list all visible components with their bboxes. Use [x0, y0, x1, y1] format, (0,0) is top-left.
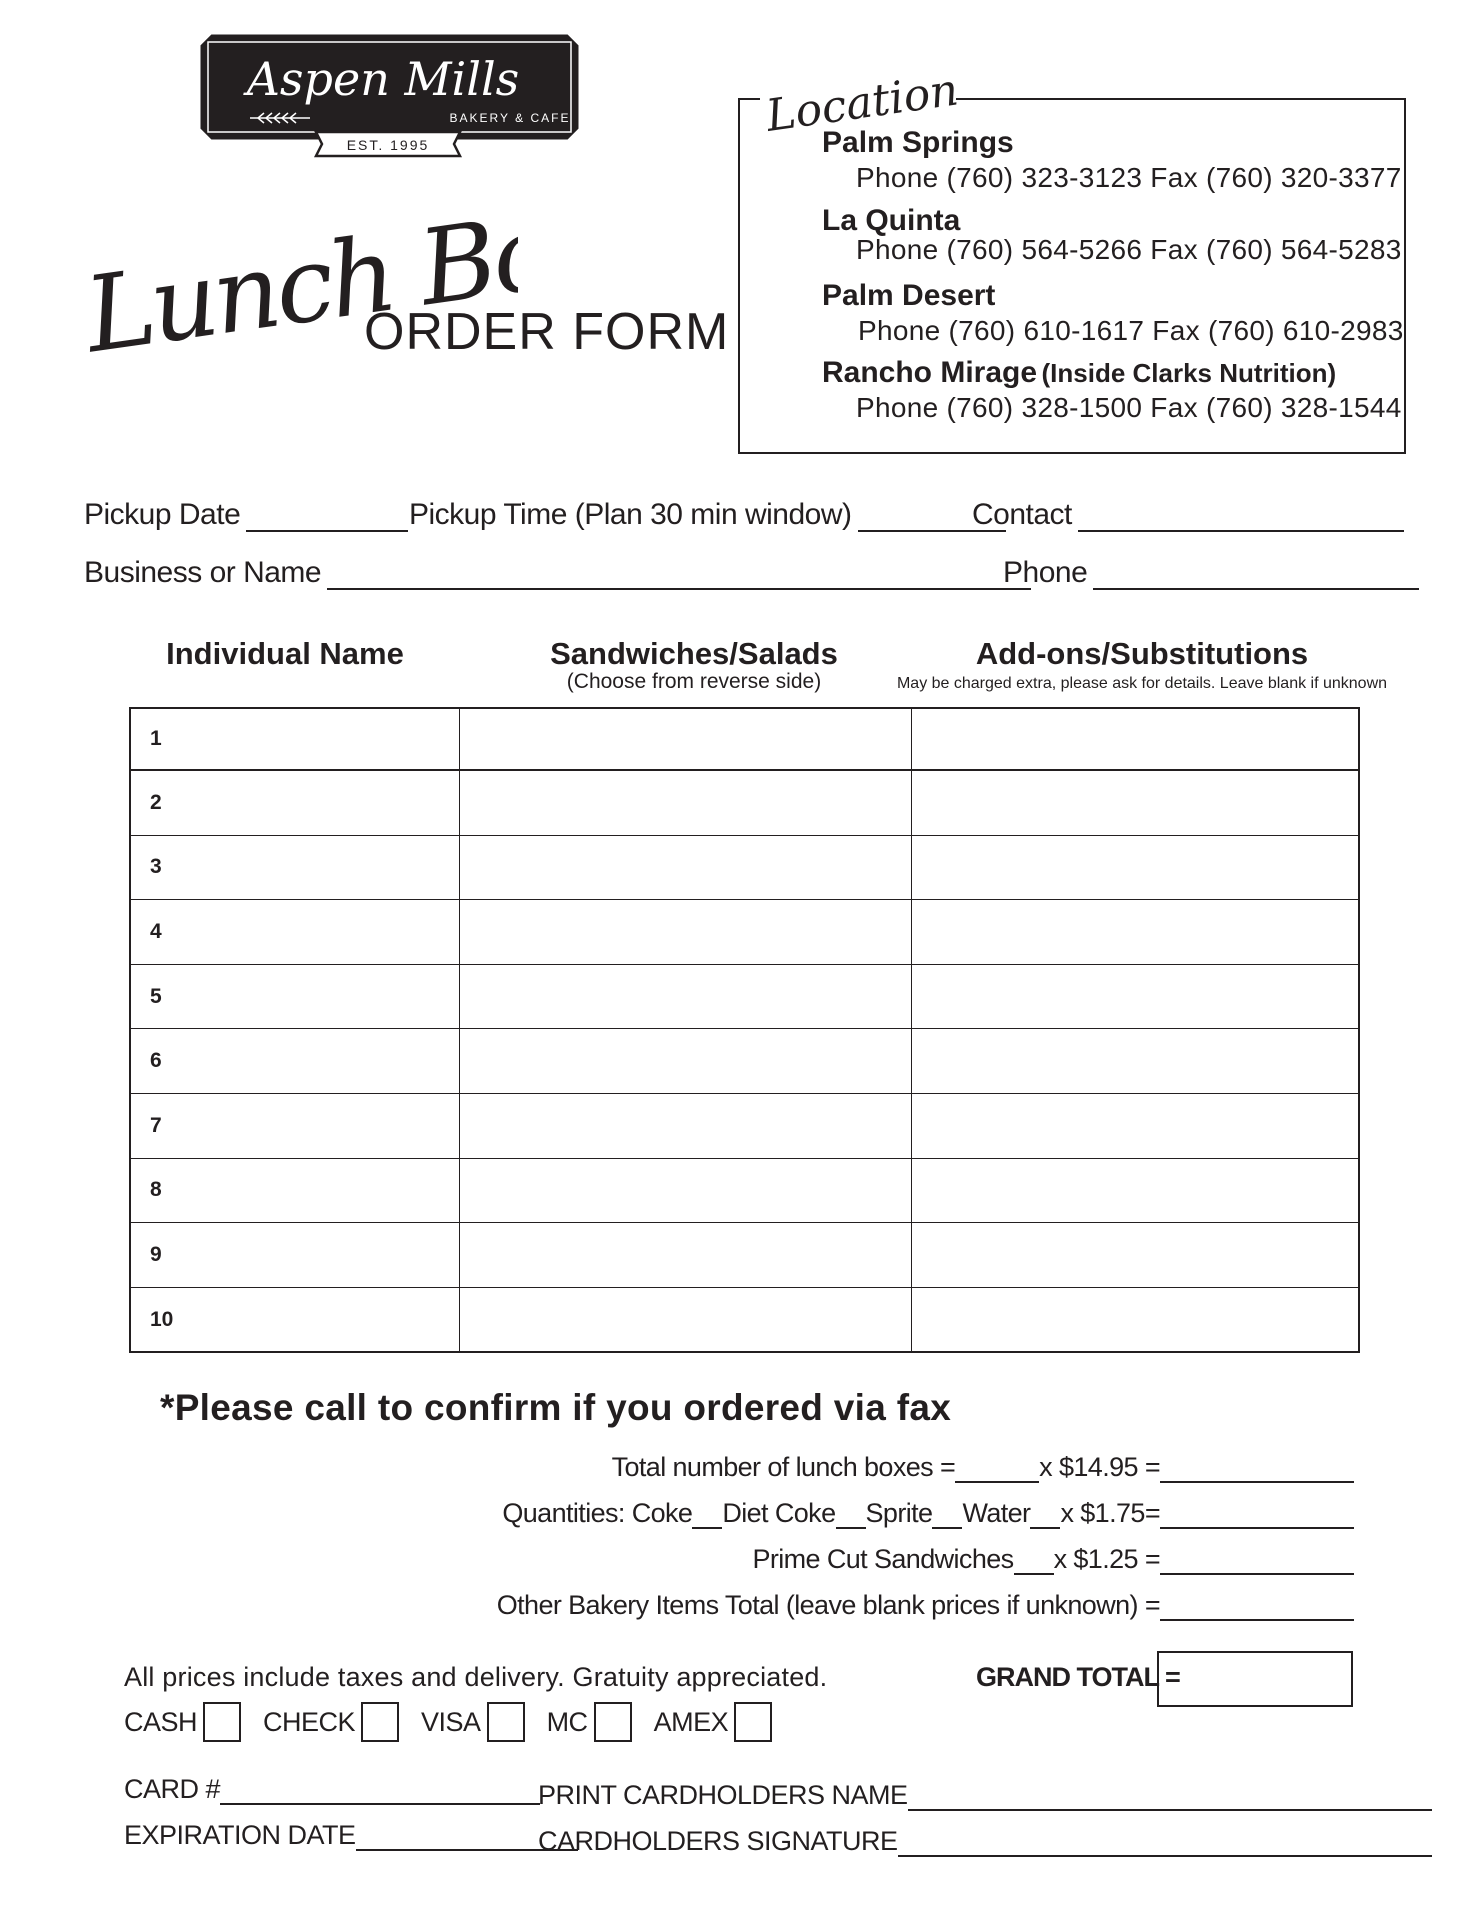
- location-note: (Inside Clarks Nutrition): [1041, 358, 1337, 388]
- table-row: [130, 1223, 1359, 1288]
- addons-cell[interactable]: [911, 964, 1359, 1029]
- location-contact: Phone (760) 564-5266 Fax (760) 564-5283: [856, 234, 1402, 265]
- contact-line[interactable]: [1078, 504, 1404, 532]
- location-la-quinta: [822, 204, 1402, 266]
- card-number-field[interactable]: [124, 1774, 540, 1805]
- row-number[interactable]: 7: [130, 1093, 459, 1158]
- cardholder-name-line[interactable]: [908, 1785, 1432, 1811]
- sprite-qty-blank[interactable]: [932, 1503, 962, 1529]
- prime-cut-label: Prime Cut Sandwiches: [752, 1544, 1014, 1574]
- prime-cut-qty-blank[interactable]: [1014, 1549, 1054, 1575]
- row-number[interactable]: 4: [130, 900, 459, 965]
- pickup-date-label: Pickup Date: [84, 498, 241, 531]
- fax-confirm-note: *Please call to confirm if you ordered via fax: [160, 1387, 952, 1428]
- location-name: Rancho Mirage: [822, 356, 1038, 389]
- pickup-date-field[interactable]: [84, 498, 408, 532]
- diet-coke-qty-blank[interactable]: [836, 1503, 866, 1529]
- location-contact: Phone (760) 328-1500 Fax (760) 328-1544: [856, 392, 1402, 423]
- cardholder-signature-field[interactable]: [538, 1826, 1432, 1857]
- payment-option-label: VISA: [421, 1706, 481, 1737]
- drinks-water-label: Water: [962, 1498, 1031, 1528]
- drinks-total-blank[interactable]: [1160, 1503, 1354, 1529]
- sandwich-cell[interactable]: [459, 964, 911, 1029]
- mc-checkbox[interactable]: [594, 1702, 632, 1742]
- business-field[interactable]: [84, 556, 1031, 590]
- table-row: [130, 770, 1359, 835]
- addons-cell[interactable]: [911, 835, 1359, 900]
- col-subheader-sandwiches: (Choose from reverse side): [566, 670, 822, 693]
- payment-option-mc[interactable]: [547, 1702, 632, 1742]
- brand-logo: [198, 32, 581, 158]
- drinks-coke-label: Quantities: Coke: [502, 1498, 693, 1528]
- pickup-time-label: Pickup Time (Plan 30 min window): [409, 498, 852, 531]
- row-number[interactable]: 1: [130, 708, 459, 770]
- addons-cell[interactable]: [911, 1093, 1359, 1158]
- contact-label: Contact: [972, 498, 1072, 531]
- row-number[interactable]: 3: [130, 835, 459, 900]
- sandwich-cell[interactable]: [459, 1287, 911, 1352]
- col-header-sandwiches: Sandwiches/Salads: [550, 636, 838, 671]
- prime-cut-line: [752, 1544, 1354, 1575]
- payment-option-label: CASH: [124, 1706, 198, 1737]
- drinks-line: [502, 1498, 1354, 1529]
- card-number-line[interactable]: [220, 1779, 540, 1805]
- row-number[interactable]: 5: [130, 964, 459, 1029]
- location-contact: Phone (760) 610-1617 Fax (760) 610-2983: [858, 315, 1404, 346]
- addons-cell[interactable]: [911, 1029, 1359, 1094]
- payment-option-label: MC: [546, 1706, 588, 1737]
- location-contact: Phone (760) 323-3123 Fax (760) 320-3377: [856, 162, 1402, 193]
- location-name: Palm Springs: [822, 126, 1014, 159]
- table-row: [130, 1029, 1359, 1094]
- brand-tagline: BAKERY & CAFE: [449, 111, 571, 125]
- table-row: [130, 835, 1359, 900]
- sandwich-cell[interactable]: [459, 770, 911, 835]
- table-row: [130, 708, 1359, 770]
- payment-option-label: CHECK: [263, 1706, 356, 1737]
- contact-field[interactable]: [972, 498, 1404, 532]
- water-qty-blank[interactable]: [1030, 1503, 1060, 1529]
- row-number[interactable]: 6: [130, 1029, 459, 1094]
- payment-option-label: AMEX: [653, 1706, 729, 1737]
- pickup-time-field[interactable]: [409, 498, 1006, 532]
- business-line[interactable]: [327, 562, 1031, 590]
- phone-field[interactable]: [1003, 556, 1419, 590]
- phone-line[interactable]: [1093, 562, 1419, 590]
- table-row: [130, 964, 1359, 1029]
- table-row: [130, 1158, 1359, 1223]
- expiration-date-field[interactable]: [124, 1820, 578, 1851]
- addons-cell[interactable]: [911, 708, 1359, 770]
- sandwich-cell[interactable]: [459, 1158, 911, 1223]
- business-label: Business or Name: [84, 556, 322, 589]
- col-subheader-addons: May be charged extra, please ask for details. Leave blank if unknown: [896, 675, 1388, 692]
- col-header-name: Individual Name: [166, 636, 404, 671]
- addons-cell[interactable]: [911, 1223, 1359, 1288]
- amex-checkbox[interactable]: [734, 1702, 772, 1742]
- card-number-label: CARD #: [124, 1774, 221, 1804]
- table-row: [130, 900, 1359, 965]
- order-table: [129, 707, 1360, 1353]
- cardholder-signature-label: CARDHOLDERS SIGNATURE: [538, 1826, 898, 1856]
- sandwich-cell[interactable]: [459, 1029, 911, 1094]
- prime-cut-total-blank[interactable]: [1160, 1549, 1354, 1575]
- col-header-addons: Add-ons/Substitutions: [975, 636, 1309, 671]
- other-items-label: Other Bakery Items Total (leave blank prices if unknown) =: [496, 1590, 1160, 1620]
- payment-option-visa[interactable]: [421, 1702, 525, 1742]
- cardholder-name-label: PRINT CARDHOLDERS NAME: [538, 1780, 908, 1810]
- drinks-diet-coke-label: Diet Coke: [722, 1498, 836, 1528]
- payment-option-amex[interactable]: [654, 1702, 773, 1742]
- cardholder-name-field[interactable]: [538, 1780, 1432, 1811]
- expiration-date-label: EXPIRATION DATE: [124, 1820, 356, 1850]
- locations-heading: [760, 46, 960, 136]
- row-number[interactable]: 10: [130, 1287, 459, 1352]
- check-checkbox[interactable]: [361, 1702, 399, 1742]
- payment-options: [124, 1702, 794, 1742]
- payment-option-cash[interactable]: [124, 1702, 241, 1742]
- lunch-boxes-line: [612, 1452, 1354, 1483]
- row-number[interactable]: 9: [130, 1223, 459, 1288]
- brand-name: Aspen Mills: [246, 52, 520, 106]
- location-rancho-mirage: [822, 356, 1402, 424]
- sandwich-cell[interactable]: [459, 708, 911, 770]
- coke-qty-blank[interactable]: [692, 1503, 722, 1529]
- lunch-boxes-total-blank[interactable]: [1160, 1457, 1354, 1483]
- addons-cell[interactable]: [911, 770, 1359, 835]
- addons-cell[interactable]: [911, 900, 1359, 965]
- cash-checkbox[interactable]: [203, 1702, 241, 1742]
- table-row: [130, 1287, 1359, 1352]
- payment-option-check[interactable]: [263, 1702, 399, 1742]
- location-palm-desert: [822, 279, 1404, 347]
- other-items-total-blank[interactable]: [1160, 1595, 1354, 1621]
- logo-badge-icon: [198, 32, 581, 158]
- grand-total-box[interactable]: [1157, 1651, 1353, 1707]
- sandwich-cell[interactable]: [459, 900, 911, 965]
- location-name: Palm Desert: [822, 279, 996, 312]
- lunch-boxes-price: x $14.95 =: [1039, 1452, 1160, 1482]
- pickup-date-line[interactable]: [246, 504, 408, 532]
- drinks-price: x $1.75=: [1060, 1498, 1160, 1528]
- location-palm-springs: [822, 126, 1402, 194]
- table-row: [130, 1093, 1359, 1158]
- cardholder-signature-line[interactable]: [898, 1831, 1432, 1857]
- page-title: ORDER FORM: [364, 303, 730, 361]
- sandwich-cell[interactable]: [459, 1093, 911, 1158]
- location-name: La Quinta: [822, 204, 961, 237]
- grand-total-label: GRAND TOTAL =: [976, 1662, 1180, 1692]
- prices-note: All prices include taxes and delivery. Gratuity appreciated.: [124, 1662, 828, 1692]
- row-number[interactable]: 8: [130, 1158, 459, 1223]
- visa-checkbox[interactable]: [487, 1702, 525, 1742]
- prime-cut-price: x $1.25 =: [1053, 1544, 1160, 1574]
- addons-cell[interactable]: [911, 1158, 1359, 1223]
- sandwich-cell[interactable]: [459, 1223, 911, 1288]
- locations-heading-text: Locations: [763, 61, 960, 136]
- title-script-text: Lunch Box: [78, 185, 518, 360]
- lunch-boxes-label: Total number of lunch boxes =: [611, 1452, 956, 1482]
- addons-cell[interactable]: [911, 1287, 1359, 1352]
- sandwich-cell[interactable]: [459, 835, 911, 900]
- phone-label: Phone: [1003, 556, 1088, 589]
- lunch-boxes-qty-blank[interactable]: [955, 1457, 1039, 1483]
- row-number[interactable]: 2: [130, 770, 459, 835]
- drinks-sprite-label: Sprite: [865, 1498, 933, 1528]
- other-items-line: [497, 1590, 1354, 1621]
- brand-established: EST. 1995: [346, 137, 430, 153]
